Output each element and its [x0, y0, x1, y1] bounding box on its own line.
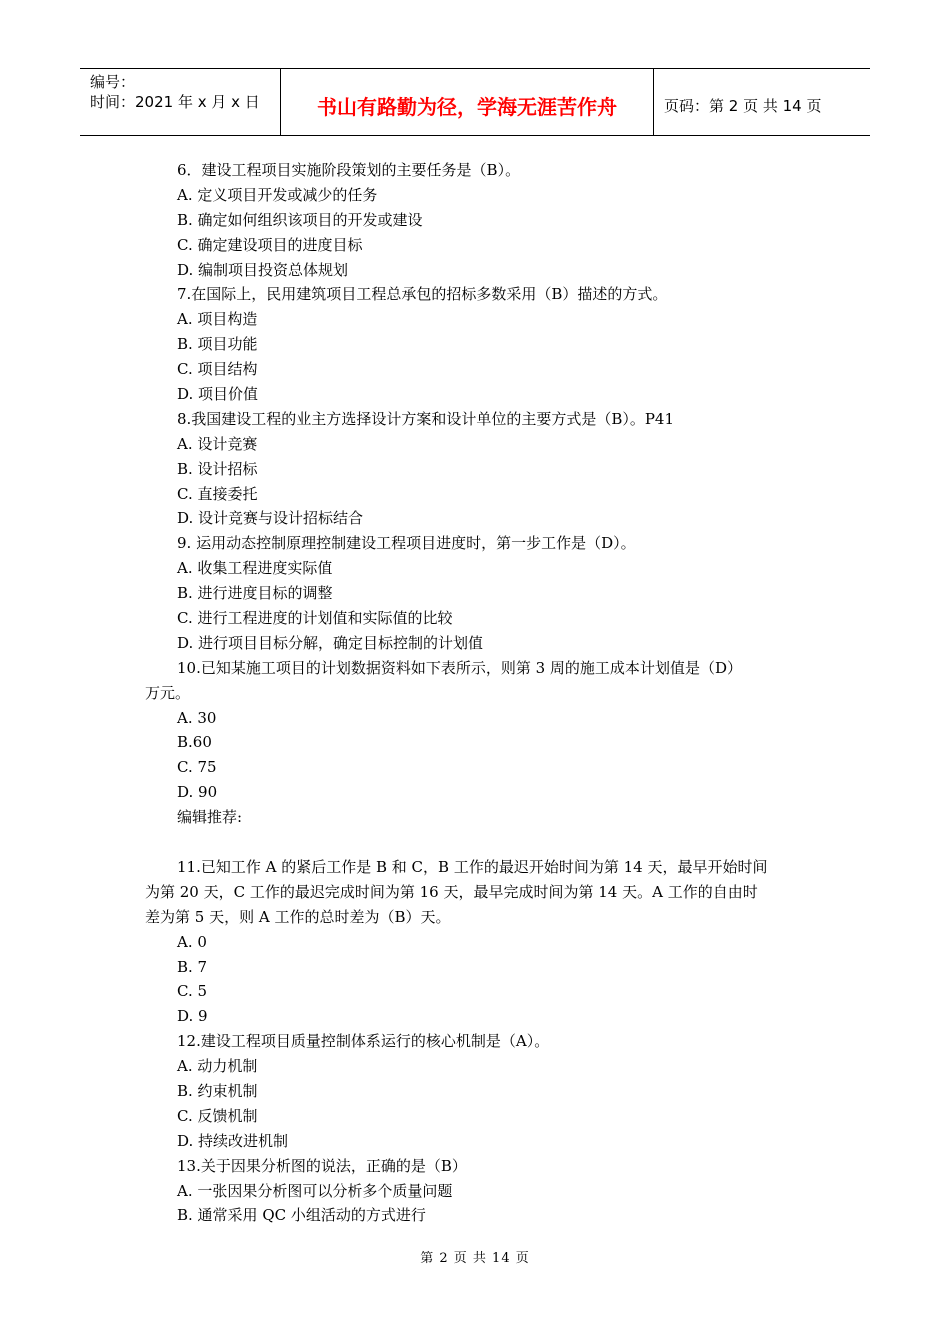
answer-option: A. 项目构造	[177, 310, 258, 329]
document-body	[145, 158, 825, 1228]
answer-option: D. 9	[177, 1007, 208, 1026]
answer-option: C. 进行工程进度的计划值和实际值的比较	[177, 609, 453, 628]
answer-option: B. 约束机制	[177, 1081, 258, 1100]
answer-option: C. 确定建设项目的进度目标	[177, 235, 363, 254]
answer-option: D. 编制项目投资总体规划	[177, 260, 349, 279]
answer-option: B. 进行进度目标的调整	[177, 584, 333, 603]
editor-note: 编辑推荐:	[177, 808, 243, 827]
answer-option: A. 一张因果分析图可以分析多个质量问题	[177, 1181, 453, 1200]
answer-option: B. 确定如何组织该项目的开发或建设	[177, 210, 423, 229]
answer-option: D. 设计竞赛与设计招标结合	[177, 509, 364, 528]
question-stem-continuation: 差为第 5 天，则 A 工作的总时差为（B）天。	[145, 907, 451, 926]
answer-option: A. 定义项目开发或减少的任务	[177, 185, 378, 204]
page-footer: 第 2 页 共 14 页	[420, 1251, 530, 1266]
document-number-label: 编号：	[90, 73, 136, 91]
question-stem: 7.在国际上，民用建筑项目工程总承包的招标多数采用（B）描述的方式。	[177, 285, 668, 304]
question-stem-continuation: 为第 20 天，C 工作的最迟完成时间为第 16 天，最早完成时间为第 14 天。A 工作的自由时	[145, 882, 758, 901]
page-header	[80, 68, 870, 136]
answer-option: B.60	[177, 733, 212, 752]
question-stem: 6．建设工程项目实施阶段策划的主要任务是（B）。	[177, 161, 521, 179]
header-info-cell	[80, 69, 281, 135]
answer-option: C. 项目结构	[177, 360, 258, 379]
question-stem-continuation: 万元。	[145, 683, 191, 702]
question-stem: 12.建设工程项目质量控制体系运行的核心机制是（A）。	[177, 1032, 550, 1051]
answer-option: A. 动力机制	[177, 1057, 258, 1076]
document-date-label: 时间：2021 年 x 月 x 日	[90, 93, 260, 111]
answer-option: A. 收集工程进度实际值	[177, 559, 333, 578]
answer-option: A. 0	[177, 932, 207, 951]
header-page-code: 页码：第 2 页 共 14 页	[664, 97, 822, 115]
question-stem: 8.我国建设工程的业主方选择设计方案和设计单位的主要方式是（B）。P41	[177, 409, 675, 428]
answer-option: C. 75	[177, 758, 217, 777]
question-stem: 13.关于因果分析图的说法，正确的是（B）	[177, 1156, 467, 1175]
answer-option: B. 通常采用 QC 小组活动的方式进行	[177, 1206, 426, 1225]
answer-option: A. 设计竞赛	[177, 434, 258, 453]
answer-option: C. 直接委托	[177, 484, 258, 503]
answer-option: C. 反馈机制	[177, 1106, 258, 1125]
answer-option: B. 设计招标	[177, 459, 258, 478]
answer-option: D. 项目价值	[177, 385, 259, 404]
question-stem: 11.已知工作 A 的紧后工作是 B 和 C，B 工作的最迟开始时间为第 14 天，最早开始时间	[177, 857, 768, 876]
answer-option: A. 30	[177, 708, 217, 727]
question-stem: 10.已知某施工项目的计划数据资料如下表所示，则第 3 周的施工成本计划值是（D）	[177, 658, 742, 677]
answer-option: D. 90	[177, 783, 218, 802]
question-stem: 9. 运用动态控制原理控制建设工程项目进度时，第一步工作是（D）。	[177, 534, 636, 553]
answer-option: B. 7	[177, 957, 208, 976]
header-motto: 书山有路勤为径，学海无涯苦作舟	[317, 95, 617, 119]
blank-line	[145, 830, 825, 855]
answer-option: D. 进行项目目标分解，确定目标控制的计划值	[177, 633, 484, 652]
header-motto-cell	[281, 69, 654, 135]
answer-option: D. 持续改进机制	[177, 1131, 289, 1150]
header-page-cell	[654, 69, 870, 135]
answer-option: B. 项目功能	[177, 335, 258, 354]
answer-option: C. 5	[177, 982, 208, 1001]
